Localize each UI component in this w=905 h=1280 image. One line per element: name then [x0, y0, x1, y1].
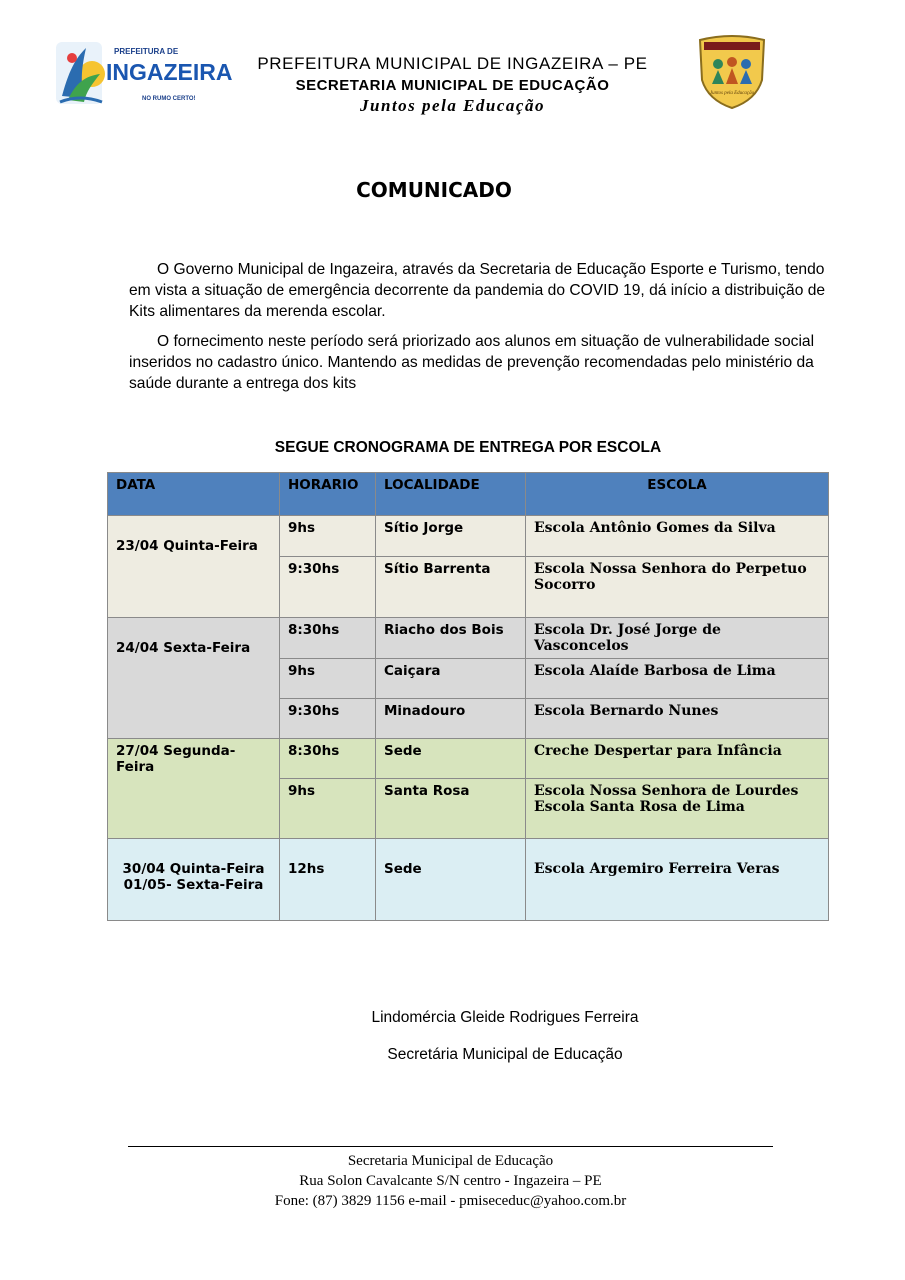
schedule-title: SEGUE CRONOGRAMA DE ENTREGA POR ESCOLA: [274, 439, 662, 456]
schedule-table: [107, 472, 829, 921]
date-cell: 24/04 Sexta-Feira: [108, 618, 280, 739]
secretaria-shield-logo: [696, 34, 768, 110]
date-cell: 27/04 Segunda-Feira: [108, 739, 280, 839]
school-cell: Escola Alaíde Barbosa de Lima: [526, 659, 829, 699]
school-cell: Creche Despertar para Infância: [526, 739, 829, 779]
table-row: [108, 618, 829, 659]
place-cell: Sítio Barrenta: [376, 557, 526, 618]
school-cell: Escola Argemiro Ferreira Veras: [526, 839, 829, 921]
school-cell: Escola Antônio Gomes da Silva: [526, 516, 829, 557]
school-cell: Escola Bernardo Nunes: [526, 699, 829, 739]
header-secretaria: SECRETARIA MUNICIPAL DE EDUCAÇÃO: [295, 77, 610, 94]
page-title: COMUNICADO: [356, 178, 512, 202]
footer-address: Rua Solon Cavalcante S/N centro - Ingazeira – PE: [299, 1173, 602, 1189]
footer-secretaria: Secretaria Municipal de Educação: [347, 1153, 554, 1169]
place-cell: Santa Rosa: [376, 779, 526, 839]
place-cell: Riacho dos Bois: [376, 618, 526, 659]
logo-text-slogan: NO RUMO CERTO!: [142, 96, 196, 102]
header-horario: HORARIO: [280, 473, 376, 516]
logo-text-prefeitura: PREFEITURA DE: [114, 47, 179, 56]
place-cell: Caiçara: [376, 659, 526, 699]
paragraph-1: O Governo Municipal de Ingazeira, através da Secretaria de Educação Esporte e Turismo, tendo em vista a situação de emergência decorrente da pandemia do COVID 19, dá início a distribuição de Kits alimentares da merenda escolar.: [129, 261, 826, 320]
table-row: [108, 739, 829, 779]
header-prefeitura: PREFEITURA MUNICIPAL DE INGAZEIRA – PE: [257, 54, 648, 73]
school-cell: Escola Nossa Senhora do Perpetuo Socorro: [526, 557, 829, 618]
time-cell: 8:30hs: [280, 739, 376, 779]
school-cell: Escola Nossa Senhora de Lourdes Escola Santa Rosa de Lima: [526, 779, 829, 839]
place-cell: Sede: [376, 739, 526, 779]
time-cell: 9:30hs: [280, 557, 376, 618]
shield-slogan: Juntos pela Educação: [709, 91, 755, 96]
footer-divider: [128, 1146, 773, 1147]
time-cell: 9hs: [280, 659, 376, 699]
time-cell: 9:30hs: [280, 699, 376, 739]
school-cell: Escola Dr. José Jorge de Vasconcelos: [526, 618, 829, 659]
date-cell: 30/04 Quinta-Feira 01/05- Sexta-Feira: [108, 839, 280, 921]
footer-contact: Fone: (87) 3829 1156 e-mail - pmiseceduc@yahoo.com.br: [274, 1193, 627, 1209]
place-cell: Sítio Jorge: [376, 516, 526, 557]
header-escola: ESCOLA: [526, 473, 829, 516]
header-localidade: LOCALIDADE: [376, 473, 526, 516]
place-cell: Sede: [376, 839, 526, 921]
place-cell: Minadouro: [376, 699, 526, 739]
date-cell: 23/04 Quinta-Feira: [108, 516, 280, 618]
signature-role: Secretária Municipal de Educação: [387, 1046, 623, 1063]
paragraph-2: O fornecimento neste período será priorizado aos alunos em situação de vulnerabilidade social inseridos no cadastro único. Mantendo as medidas de prevenção recomendadas pelo ministério da saúde durante a entrega dos kits: [129, 333, 815, 392]
prefeitura-ingazeira-logo: [56, 36, 233, 108]
table-row: [108, 839, 829, 921]
header-slogan: Juntos pela Educação: [360, 96, 545, 115]
time-cell: 9hs: [280, 516, 376, 557]
time-cell: 8:30hs: [280, 618, 376, 659]
time-cell: 12hs: [280, 839, 376, 921]
time-cell: 9hs: [280, 779, 376, 839]
header-data: DATA: [108, 473, 280, 516]
logo-text-ingazeira: INGAZEIRA: [106, 59, 233, 85]
signature-name: Lindomércia Gleide Rodrigues Ferreira: [371, 1009, 639, 1026]
table-row: [108, 516, 829, 557]
table-header-row: [108, 473, 829, 516]
